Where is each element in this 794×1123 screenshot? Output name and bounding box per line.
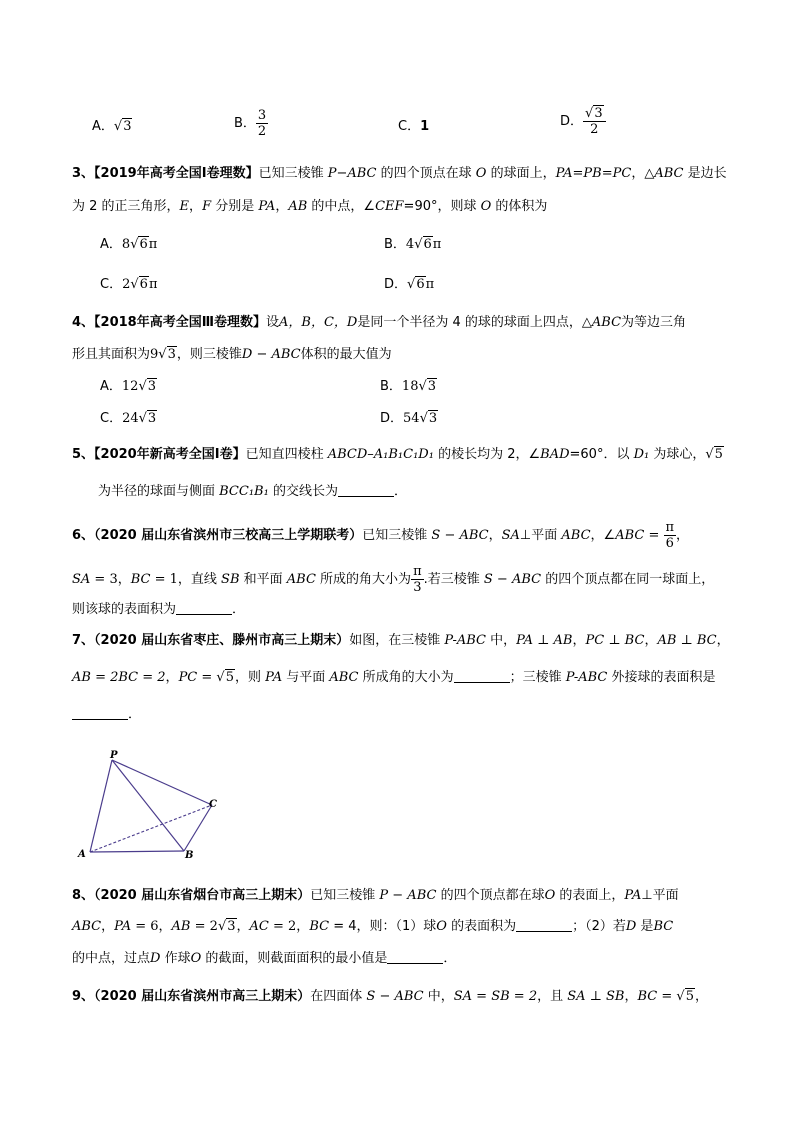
text: 和平面: [239, 572, 287, 587]
math: A，B，C，D: [279, 315, 358, 330]
math: BC: [653, 919, 674, 934]
math: PA: [114, 919, 132, 934]
fraction: [583, 106, 606, 137]
math: SA: [501, 528, 520, 543]
text: ．: [393, 484, 407, 499]
pi: π: [425, 277, 435, 292]
sqrt-expr: √6: [407, 277, 425, 292]
radicand: 3: [427, 379, 437, 394]
math: PC ⊥ BC: [585, 633, 645, 648]
text: ，: [189, 199, 203, 214]
math: P−ABC: [327, 166, 377, 181]
text: ．: [443, 951, 457, 966]
radicand: 3: [428, 411, 438, 426]
denominator: 2: [590, 122, 599, 137]
option-label: A．: [92, 119, 114, 134]
text: ，: [101, 919, 115, 934]
math: AB = 2BC = 2: [72, 670, 166, 685]
math: BCC₁B₁: [219, 484, 269, 499]
q3-option-c: [100, 276, 157, 294]
math: BC: [309, 919, 330, 934]
text: =60°．以: [569, 447, 634, 462]
question-source-tag: 【2018年高考全国Ⅲ卷理数】: [94, 315, 267, 330]
coefficient: 9: [150, 347, 159, 362]
text: = 3，: [90, 572, 131, 587]
option-label: D．: [560, 114, 584, 129]
vertex-label-p: P: [110, 750, 118, 761]
numerator: [583, 106, 606, 122]
answer-blank: [387, 950, 443, 964]
text: ⊥平面: [641, 888, 679, 903]
text: 已知三棱锥: [362, 528, 432, 543]
math: S − ABC: [483, 572, 542, 587]
text: 的中点，过点: [72, 951, 151, 966]
q2-option-b: [234, 108, 268, 139]
text: 是同一个半径为 4 的球的球面上四点，: [357, 315, 582, 330]
math: P − ABC: [379, 888, 437, 903]
q8-line-2: [72, 918, 673, 936]
option-label: D．: [380, 411, 404, 426]
q9-line-1: [72, 988, 708, 1006]
q4-option-c: [100, 410, 157, 428]
q3-line-2: [72, 198, 547, 216]
q3-option-b: [384, 236, 441, 254]
coefficient: 54: [403, 411, 420, 426]
radicand: 6: [139, 277, 148, 292]
text: 为 2 的正三角形，: [72, 199, 180, 214]
text: 的体积为: [491, 199, 548, 214]
question-source-tag: （2020 届山东省枣庄、滕州市高三上期末）: [94, 633, 350, 648]
question-source-tag: （2020 届山东省滨州市三校高三上学期联考）: [94, 528, 363, 543]
radicand: 6: [139, 237, 148, 252]
math: D: [625, 919, 637, 934]
question-number: 5、: [72, 447, 95, 462]
text: 的球面上，: [486, 166, 556, 181]
text: 则该球的表面积为: [72, 602, 177, 617]
math: ABC: [654, 166, 684, 181]
q3-option-d: [384, 276, 434, 294]
edge-ac-hidden: [90, 805, 212, 852]
numerator: π: [665, 520, 675, 535]
text: 为球心，: [649, 447, 706, 462]
text: ，∠: [590, 528, 616, 543]
text: 是边长: [683, 166, 727, 181]
text: 设: [266, 315, 280, 330]
math: E: [179, 199, 190, 214]
q8-line-3: [72, 950, 456, 968]
text: 的四个顶点都在同一球面上，: [541, 572, 715, 587]
fraction: [411, 564, 424, 595]
option-label: C．: [100, 411, 123, 426]
radicand: 3: [123, 119, 132, 134]
text: ，: [694, 989, 708, 1004]
math: ABC: [561, 528, 591, 543]
q2-option-c: [398, 118, 429, 136]
radicand: 3: [594, 106, 603, 121]
q6-line-2: [72, 564, 714, 595]
vertex-label-c: C: [209, 799, 217, 810]
text: 的四个顶点都在球: [436, 888, 545, 903]
radicand: 5: [225, 670, 234, 685]
text: 为半径的球面与侧面: [98, 484, 220, 499]
pi: π: [148, 237, 158, 252]
text: 如图，在三棱锥: [349, 633, 445, 648]
coefficient: 2: [122, 277, 131, 292]
text: 所成的角大小为: [315, 572, 412, 587]
text: = 1，直线: [150, 572, 222, 587]
text: ，: [644, 633, 658, 648]
q2-option-d: [560, 106, 606, 137]
question-number: 7、: [72, 633, 95, 648]
math: AC: [249, 919, 269, 934]
sqrt-expr: √6: [130, 237, 148, 252]
text: = 4，则：（1）球: [329, 919, 437, 934]
q5-line-1: [72, 446, 724, 464]
math: PA ⊥ AB: [516, 633, 573, 648]
q2-option-a: [92, 118, 132, 136]
q4-option-a: [100, 378, 157, 396]
sqrt-expr: √5: [676, 989, 694, 1004]
text: 中，: [485, 633, 517, 648]
text: ，则: [235, 670, 266, 685]
math: SB: [221, 572, 240, 587]
text: ，: [165, 670, 179, 685]
text: 外接球的表面积是: [607, 670, 716, 685]
coefficient: 12: [121, 379, 139, 394]
math: ABC: [329, 670, 359, 685]
text: 形且其面积为: [72, 347, 151, 362]
vertex-label-a: A: [78, 849, 86, 860]
text: 在四面体: [310, 989, 367, 1004]
text: 的交线长为: [268, 484, 338, 499]
text: 的表面上，: [555, 888, 625, 903]
radicand: 3: [227, 919, 236, 934]
text: ，△: [631, 166, 655, 181]
text: 为等边三角: [621, 315, 687, 330]
q4-line-2: [72, 346, 392, 364]
math: O: [436, 919, 447, 934]
text: ，: [572, 633, 586, 648]
q7-line-2: [72, 669, 715, 687]
text: ，: [236, 919, 250, 934]
question-number: 6、: [72, 528, 95, 543]
fraction: [664, 520, 677, 551]
q6-line-3: [72, 601, 245, 619]
math: SA = SB = 2: [453, 989, 538, 1004]
math: PC =: [178, 670, 217, 685]
math: BAD: [540, 447, 570, 462]
text: 已知三棱锥: [258, 166, 328, 181]
pi: π: [432, 237, 442, 252]
text: 所成角的大小为: [358, 670, 454, 685]
math: O: [544, 888, 556, 903]
text: =: [644, 528, 664, 543]
question-source-tag: 【2019年高考全国Ⅰ卷理数】: [94, 166, 259, 181]
text: 与平面: [282, 670, 330, 685]
text: .若三棱锥: [423, 572, 484, 587]
math: PA: [624, 888, 642, 903]
text: 中，: [423, 989, 454, 1004]
math: CEF: [375, 199, 404, 214]
q7-line-1: [72, 632, 730, 650]
math: ABC: [615, 528, 645, 543]
text: ，: [488, 528, 502, 543]
option-label: C．: [398, 119, 421, 134]
answer-blank: [72, 706, 128, 720]
option-label: B．: [380, 379, 402, 394]
coefficient: 4: [405, 237, 415, 252]
math: O: [190, 951, 202, 966]
text: 已知直四棱柱: [245, 447, 328, 462]
option-value: 1: [420, 119, 430, 134]
q7-line-3: [72, 706, 141, 724]
math: O: [480, 199, 492, 214]
text: = 6，: [131, 919, 172, 934]
sqrt-expr: √3: [217, 919, 236, 934]
text: ，: [275, 199, 289, 214]
text: 的表面积为: [446, 919, 517, 934]
question-source-tag: （2020 届山东省烟台市高三上期末）: [94, 888, 311, 903]
math: AB: [171, 919, 191, 934]
option-label: A．: [100, 379, 122, 394]
sqrt-expr: √3: [138, 411, 157, 426]
fraction: [256, 108, 268, 139]
math: F: [202, 199, 212, 214]
text: ⊥平面: [519, 528, 562, 543]
math: ABC: [72, 919, 102, 934]
sqrt-expr: √3: [113, 119, 132, 134]
math: S − ABC: [431, 528, 489, 543]
radicand: 3: [147, 411, 157, 426]
denominator: 2: [257, 124, 267, 139]
math: SA ⊥ SB: [567, 989, 625, 1004]
vertex-label-b: B: [185, 850, 194, 860]
text: 是: [636, 919, 654, 934]
sqrt-expr: √6: [414, 237, 432, 252]
text: ；三棱锥: [509, 670, 566, 685]
question-number: 8、: [72, 888, 95, 903]
answer-blank: [516, 918, 572, 932]
text: ．: [128, 707, 142, 722]
coefficient: 8: [121, 237, 131, 252]
math: PA: [265, 670, 283, 685]
edge-pa: [90, 760, 112, 852]
edge-pb: [112, 760, 184, 851]
q4-line-1: [72, 314, 686, 332]
q3-option-a: [100, 236, 157, 254]
question-source-tag: （2020 届山东省滨州市高三上期末）: [94, 989, 311, 1004]
radicand: 6: [423, 237, 432, 252]
sqrt-expr: √3: [418, 379, 437, 394]
radicand: 5: [714, 447, 723, 462]
math: P-ABC: [565, 670, 608, 685]
math: ABC: [286, 572, 316, 587]
sqrt-expr: √3: [585, 106, 603, 121]
math: AB: [288, 199, 308, 214]
text: 的截面，则截面面积的最小值是: [201, 951, 388, 966]
math: D − ABC: [241, 347, 301, 362]
text: 的中点，∠: [307, 199, 376, 214]
option-label: A．: [100, 237, 122, 252]
option-label: B．: [384, 237, 406, 252]
text: = 2: [190, 919, 218, 934]
math: P-ABC: [444, 633, 486, 648]
text: ，则三棱锥: [176, 347, 242, 362]
sqrt-expr: √3: [419, 411, 438, 426]
math: AB ⊥ BC: [657, 633, 717, 648]
text: = 2，: [268, 919, 310, 934]
sqrt-expr: √3: [138, 379, 157, 394]
question-number: 4、: [72, 315, 95, 330]
question-number: 3、: [72, 166, 95, 181]
math: ABCD–A₁B₁C₁D₁: [327, 447, 434, 462]
math: PA=PB=PC: [555, 166, 632, 181]
numerator: 3: [257, 108, 267, 123]
pyramid-figure: [72, 745, 232, 860]
q6-line-1: [72, 520, 689, 551]
option-label: D．: [384, 277, 408, 292]
math: S − ABC: [366, 989, 424, 1004]
sqrt-expr: √3: [158, 347, 176, 362]
option-label: C．: [100, 277, 123, 292]
math: PA: [258, 199, 276, 214]
sqrt-expr: √5: [216, 670, 234, 685]
answer-blank: [338, 483, 394, 497]
denominator: 3: [413, 580, 422, 595]
math: D: [150, 951, 161, 966]
text: ；（2）若: [572, 919, 626, 934]
text: 分别是: [211, 199, 259, 214]
text: ．: [232, 602, 246, 617]
q4-option-d: [380, 410, 438, 428]
math: D₁: [633, 447, 650, 462]
pi: π: [148, 277, 158, 292]
edge-bc: [184, 805, 212, 851]
text: 已知三棱锥: [310, 888, 380, 903]
text: ，: [716, 633, 730, 648]
math: BC =: [637, 989, 677, 1004]
text: ，: [676, 528, 690, 543]
math: △ABC: [581, 315, 622, 330]
question-number: 9、: [72, 989, 95, 1004]
text: =90°，则球: [403, 199, 481, 214]
denominator: 6: [665, 536, 674, 551]
text: 作球: [160, 951, 191, 966]
edge-ab: [90, 851, 184, 852]
sqrt-expr: √5: [705, 447, 723, 462]
radicand: 3: [167, 347, 176, 362]
text: 的棱长均为 2，∠: [433, 447, 541, 462]
sqrt-expr: √6: [130, 277, 148, 292]
radicand: 3: [147, 379, 157, 394]
question-source-tag: 【2020年新高考全国Ⅰ卷】: [94, 447, 246, 462]
edge-pc: [112, 760, 212, 805]
math: SA: [72, 572, 91, 587]
text: ，: [624, 989, 638, 1004]
answer-blank: [176, 601, 232, 615]
radicand: 5: [685, 989, 694, 1004]
numerator: π: [413, 564, 422, 579]
radicand: 6: [416, 277, 425, 292]
option-label: B．: [234, 116, 256, 131]
text: 体积的最大值为: [300, 347, 392, 362]
math: O: [475, 166, 487, 181]
coefficient: 24: [122, 411, 139, 426]
math: BC: [130, 572, 151, 587]
q3-line-1: [72, 165, 727, 183]
answer-blank: [454, 669, 510, 683]
q8-line-1: [72, 887, 679, 905]
text: 的四个顶点在球: [376, 166, 476, 181]
q5-line-2: [98, 483, 407, 501]
q4-option-b: [380, 378, 437, 396]
text: ，且: [537, 989, 568, 1004]
coefficient: 18: [401, 379, 419, 394]
